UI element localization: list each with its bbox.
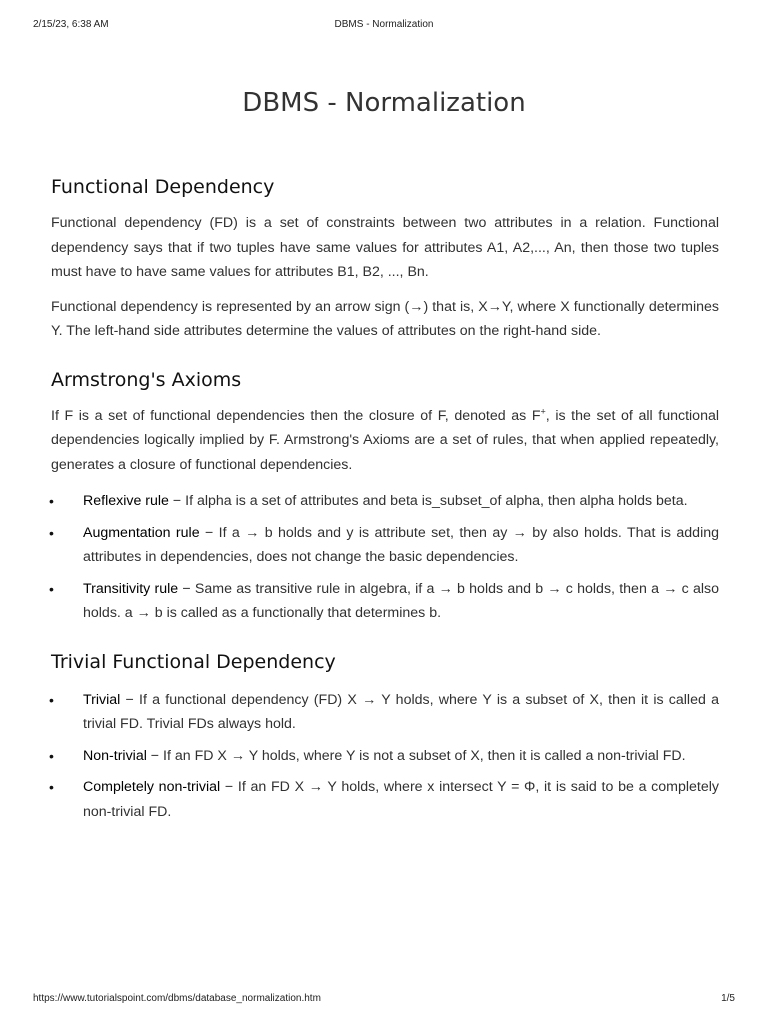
list-term: Trivial — [83, 691, 121, 708]
print-title: DBMS - Normalization — [334, 19, 434, 30]
print-header — [0, 16, 768, 32]
list-item — [51, 688, 719, 737]
page-url: https://www.tutorialspoint.com/dbms/database_normalization.htm — [33, 993, 321, 1004]
list-text: − Same as transitive rule in algebra, if a → b holds and b → c holds, then a → c also holds. a → b is called as a functionally that determines b. — [83, 580, 719, 621]
paragraph: Functional dependency (FD) is a set of constraints between two attributes in a relation. Functional dependency says that if two tuples have same values for attributes A1, A2,..., An, then those two tuples must have to have same values for attributes B1, B2, ..., Bn. — [51, 215, 719, 280]
superscript: + — [540, 405, 546, 416]
section-armstrongs-axioms — [51, 366, 719, 626]
section-heading: Functional Dependency — [51, 176, 275, 198]
print-date: 2/15/23, 6:38 AM — [33, 19, 109, 30]
paragraph — [51, 404, 719, 478]
list-item — [51, 521, 719, 570]
bullet-icon: • — [49, 493, 54, 509]
text-run: If F is a set of functional dependencies then the closure of F, denoted as F — [51, 407, 541, 424]
print-footer — [0, 993, 768, 1007]
list-item — [51, 775, 719, 824]
section-heading: Trivial Functional Dependency — [51, 650, 336, 673]
article-content — [51, 173, 719, 846]
bullet-icon: • — [49, 747, 54, 764]
list-term: Reflexive rule — [83, 493, 169, 509]
page-number: 1/5 — [721, 993, 735, 1004]
page-title: DBMS - Normalization — [242, 88, 526, 118]
list-term: Augmentation rule — [83, 524, 200, 541]
list-text: − If a functional dependency (FD) X → Y holds, where Y is a subset of X, then it is called a trivial FD. Trivial FDs always hold. — [83, 691, 719, 732]
list-text: − If an FD X → Y holds, where x intersect Y = Φ, it is said to be a completely non-trivial FD. — [83, 779, 719, 820]
list-text: − If alpha is a set of attributes and beta is_subset_of alpha, then alpha holds beta. — [168, 493, 688, 509]
bullet-list — [51, 688, 719, 825]
list-item — [51, 577, 719, 626]
bullet-list — [51, 489, 719, 626]
list-item — [51, 744, 719, 769]
text-run: , is the set of all functional dependencies logically implied by F. Armstrong's Axioms are a set of rules, that when applied repeatedly, generates a closure of functional dependencies. — [51, 407, 719, 473]
paragraph: Functional dependency is represented by an arrow sign (→) that is, X→Y, where X functionally determines Y. The left-hand side attributes determine the values of attributes on the right-hand side. — [51, 298, 719, 339]
list-item — [51, 489, 719, 514]
list-text: − If a → b holds and y is attribute set, then ay → by also holds. That is adding attributes in dependencies, does not change the basic dependencies. — [83, 524, 719, 565]
bullet-icon: • — [49, 580, 54, 597]
bullet-icon: • — [49, 691, 54, 708]
section-trivial-functional-dependency — [51, 648, 719, 825]
section-heading: Armstrong's Axioms — [51, 368, 242, 391]
list-term: Non-trivial — [83, 747, 147, 764]
list-term: Transitivity rule — [83, 580, 179, 597]
list-term: Completely non-trivial — [83, 779, 221, 795]
bullet-icon: • — [49, 779, 54, 795]
bullet-icon: • — [49, 524, 54, 541]
section-functional-dependency — [51, 173, 719, 344]
list-text: − If an FD X → Y holds, where Y is not a subset of X, then it is called a non-trivial FD. — [146, 747, 686, 764]
